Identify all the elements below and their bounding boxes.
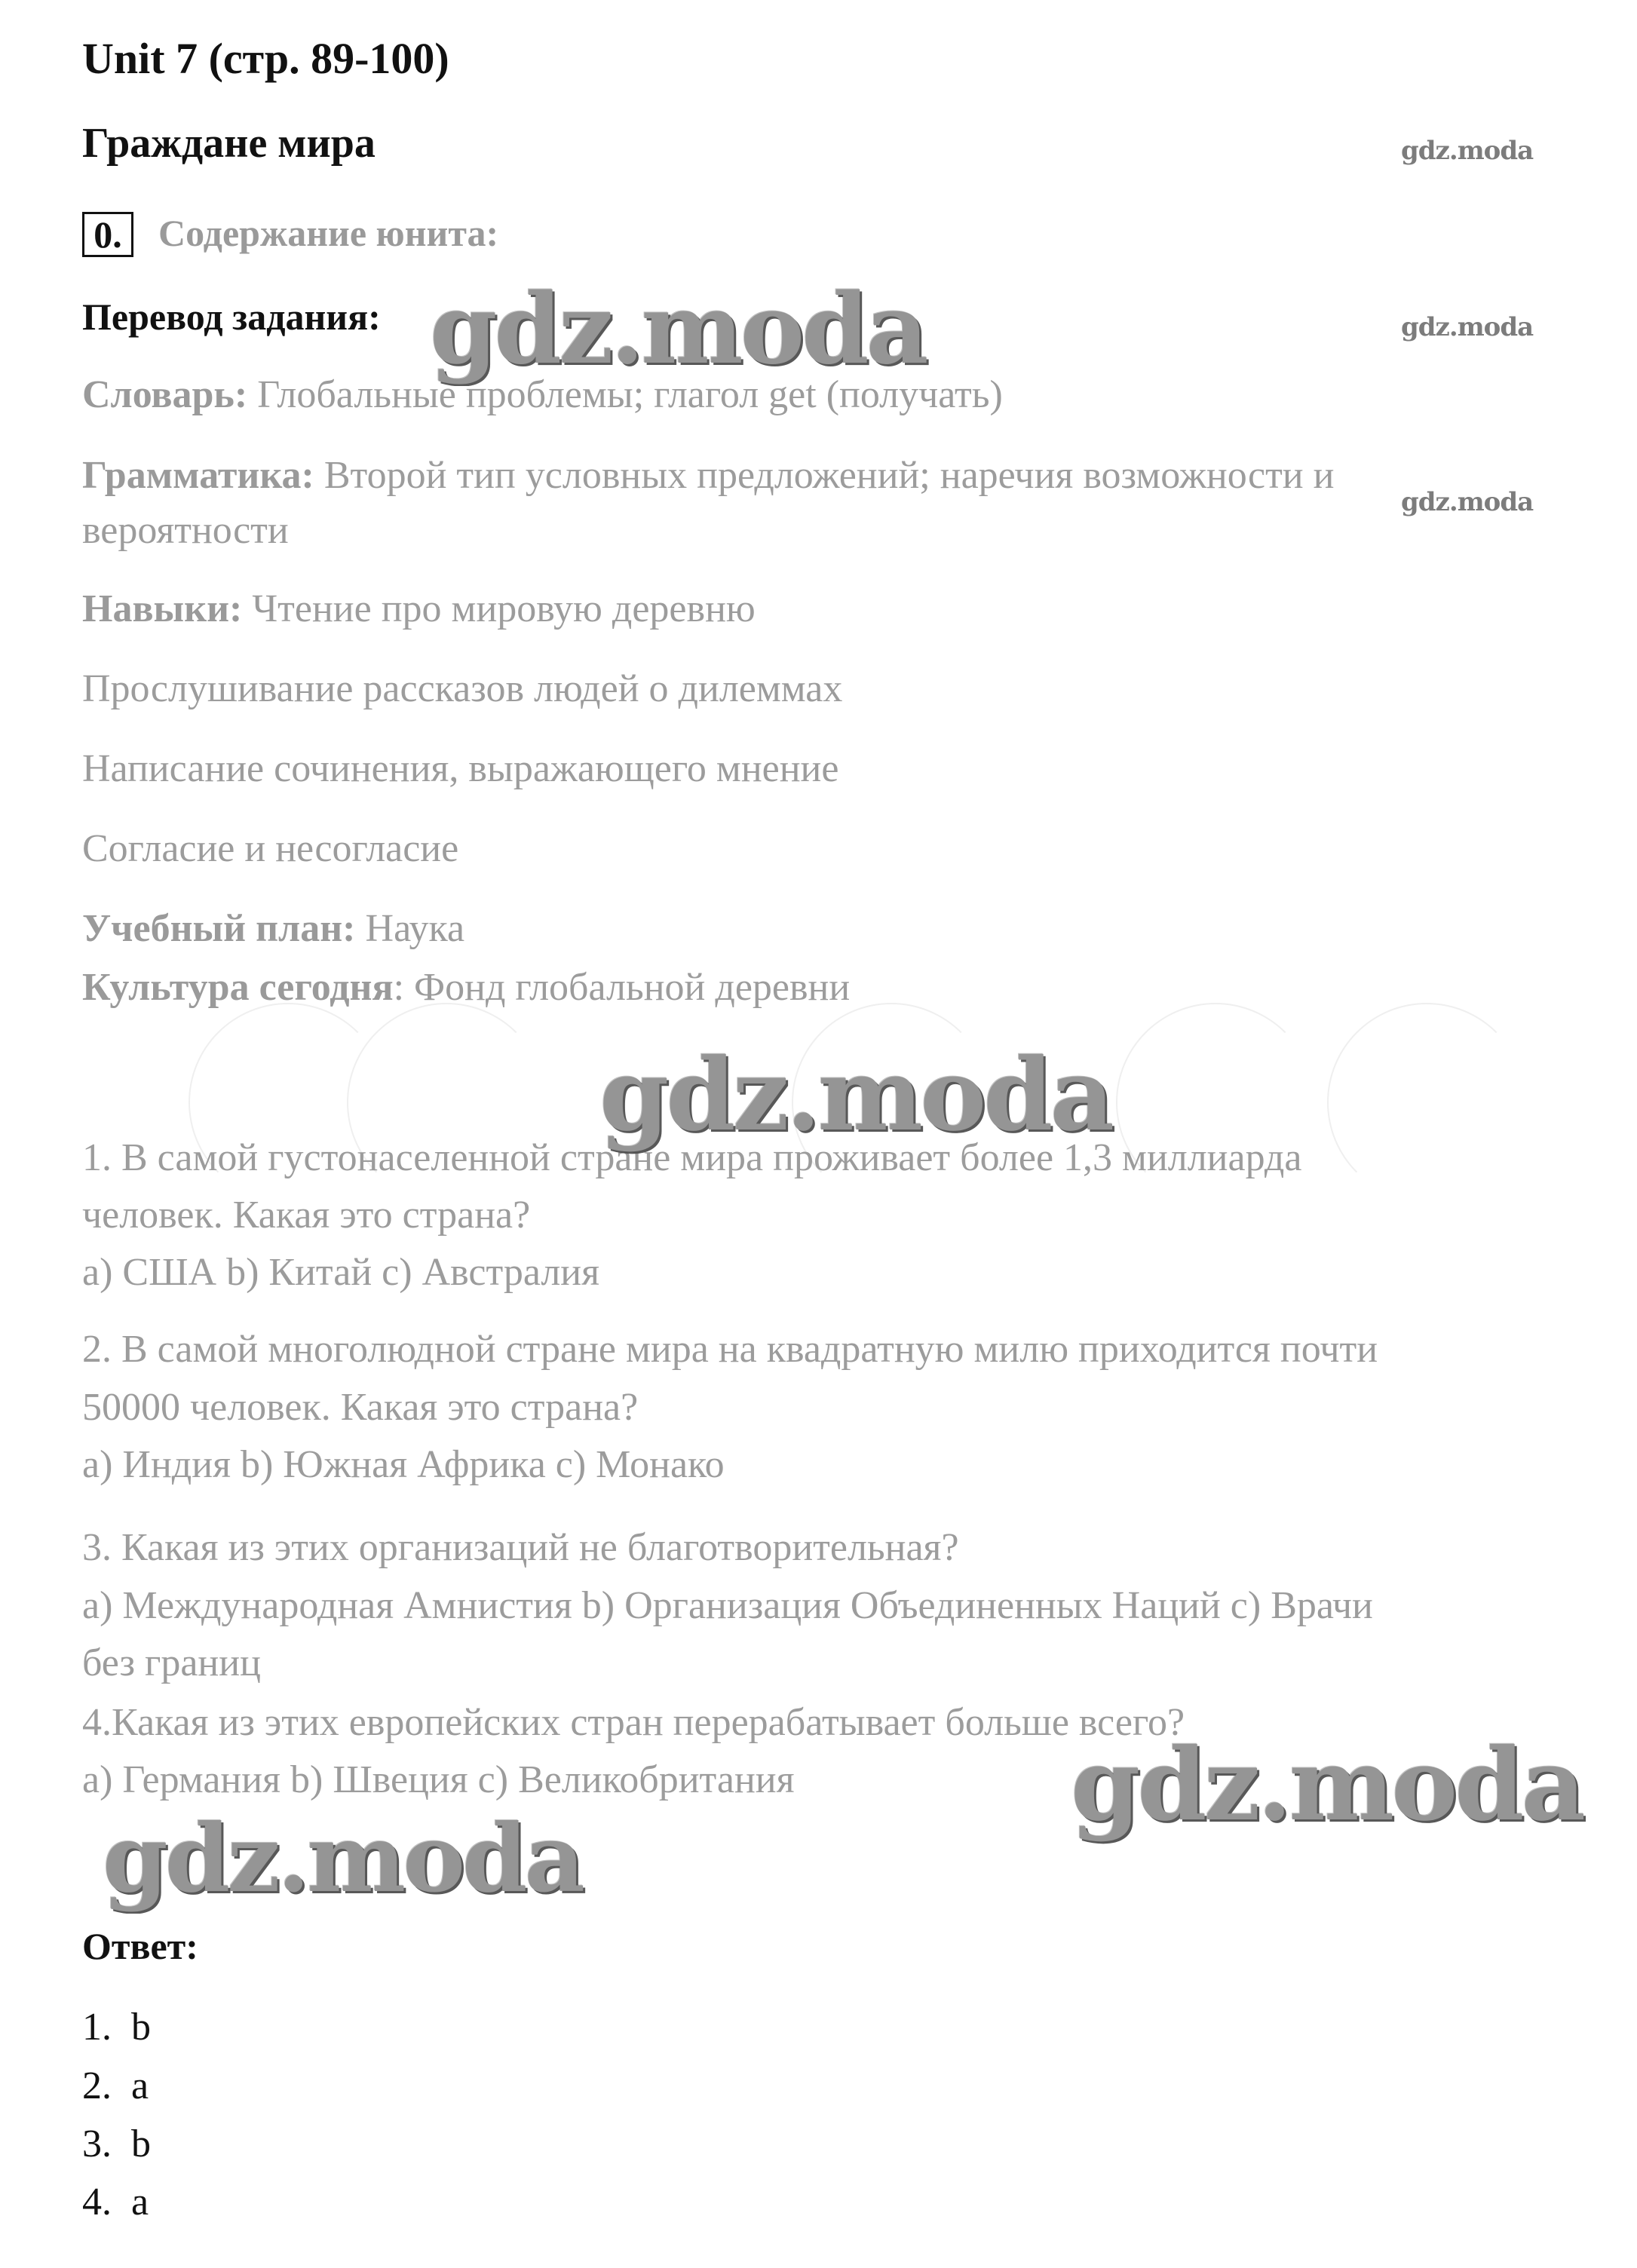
culture-line [82,968,850,1007]
answer-number: 2. [82,2064,112,2107]
answer-number: 1. [82,2006,112,2049]
translation-label: Перевод задания: [82,296,381,338]
watermark-large: gdz.moda [599,1037,1112,1154]
answer-label: Ответ: [82,1925,198,1967]
answer-item [82,2122,151,2166]
watermark-large: gdz.moda [103,1804,582,1914]
skills-writing: Написание сочинения, выражающего мнение [82,747,839,790]
question-1-options: a) США b) Китай c) Австралия [82,1251,600,1294]
page-subtitle: Граждане мира [82,120,376,167]
answer-value: a [131,2181,149,2224]
task-heading: Содержание юнита: [158,212,499,254]
skills-label: Навыки: [82,587,243,630]
curriculum-label: Учебный план: [82,907,356,950]
answer-item [82,2180,149,2224]
answer-value: b [131,2122,151,2165]
question-4-line-1: 4.Какая из этих европейских стран перерабатывает больше всего? [82,1701,1185,1744]
watermark-small: gdz.moda [1401,312,1534,342]
curriculum-text: Наука [355,907,465,950]
question-4-options: a) Германия b) Швеция c) Великобритания [82,1758,795,1801]
answer-item [82,2064,149,2108]
watermark-small: gdz.moda [1401,136,1534,166]
watermark-large: gdz.moda [1071,1727,1583,1844]
vocabulary-text: Глобальные проблемы; глагол get (получать) [247,373,1003,416]
question-2-options: a) Индия b) Южная Африка c) Монако [82,1443,725,1486]
answer-item [82,2005,151,2049]
question-1-line-1: 1. В самой густонаселенной стране мира проживает более 1,3 миллиарда [82,1136,1302,1179]
question-3-line-1: 3. Какая из этих организаций не благотворительная? [82,1526,959,1569]
grammar-label: Грамматика: [82,454,314,497]
task-number-box: 0. [82,212,133,257]
decorative-arc [1327,1003,1526,1202]
skills-line [82,587,756,630]
watermark-large: gdz.moda [430,273,926,386]
grammar-line [82,456,1334,495]
culture-label: Культура сегодня [82,966,394,1009]
grammar-text: Второй тип условных предложений; наречия возможности и [314,454,1335,497]
answer-value: a [131,2064,149,2107]
question-2-line-1: 2. В самой многолюдной стране мира на квадратную милю приходится почти [82,1328,1378,1371]
vocabulary-label: Словарь: [82,373,248,416]
question-1-line-2: человек. Какая это страна? [82,1194,531,1237]
skills-listening: Прослушивание рассказов людей о дилеммах [82,667,843,710]
question-3-options: a) Международная Амнистия b) Организация Объединенных Наций c) Врачи [82,1584,1373,1627]
unit-title: Unit 7 (стр. 89-100) [82,34,449,83]
culture-text: : Фонд глобальной деревни [393,966,851,1009]
skills-speaking: Согласие и несогласие [82,827,459,870]
skills-text: Чтение про мировую деревню [242,587,756,630]
answer-value: b [131,2006,151,2049]
answer-number: 4. [82,2181,112,2224]
answer-number: 3. [82,2122,112,2165]
curriculum-line [82,909,464,949]
question-3-options-continued: без границ [82,1641,261,1684]
question-2-line-2: 50000 человек. Какая это страна? [82,1386,639,1429]
watermark-small: gdz.moda [1401,487,1534,517]
grammar-line-continued: вероятности [82,509,289,552]
